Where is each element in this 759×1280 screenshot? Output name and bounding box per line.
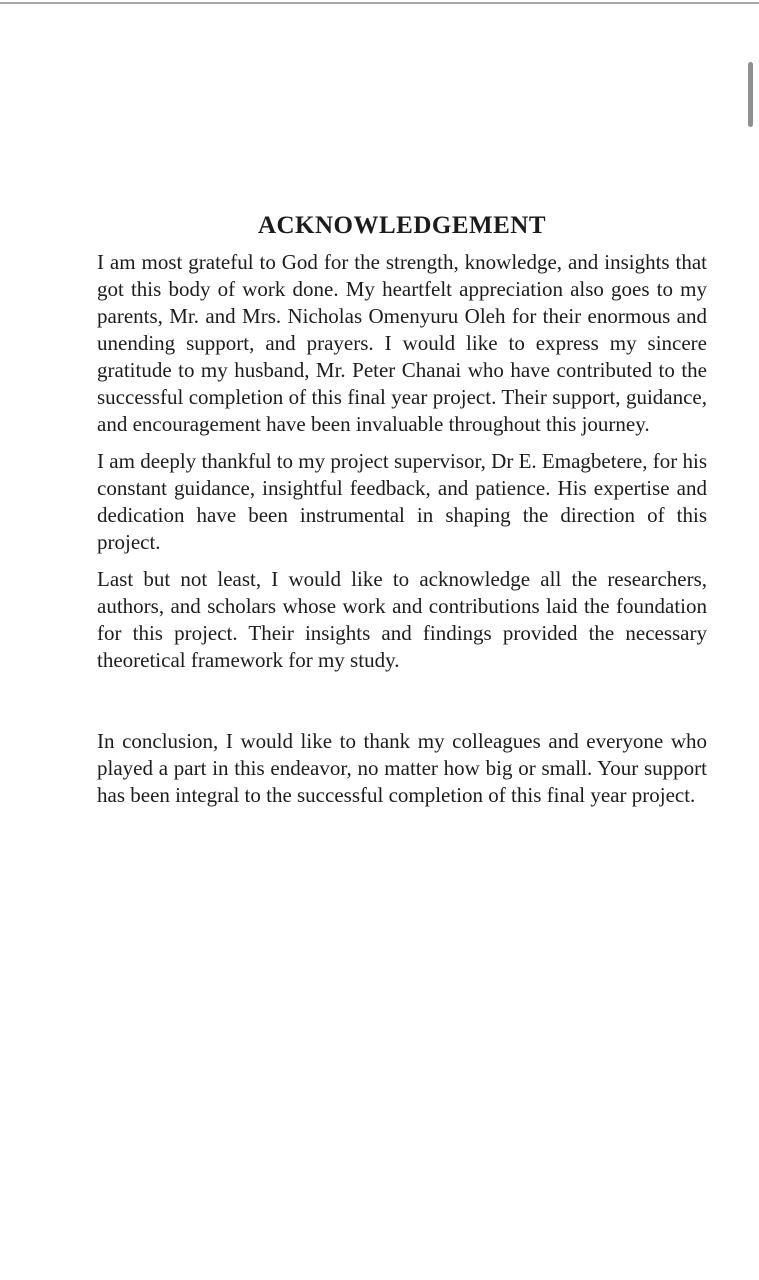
scrollbar-thumb[interactable] <box>748 62 753 127</box>
acknowledgement-heading: ACKNOWLEDGEMENT <box>257 212 547 239</box>
paragraph-conclusion: In conclusion, I would like to thank my colleagues and everyone who played a part in this endeavor, no matter how big or small. Your support has been integral to the successful completion of this final year project. <box>97 729 707 807</box>
paragraph-supervisor: I am deeply thankful to my project supervisor, Dr E. Emagbetere, for his constant guidance, insightful feedback, and patience. His expertise and dedication have been instrumental in shaping the direction of this project. <box>97 449 707 554</box>
paragraph-gratitude-family: I am most grateful to God for the strength, knowledge, and insights that got this body of work done. My heartfelt appreciation also goes to my parents, Mr. and Mrs. Nicholas Omenyuru Oleh for their enormous and unending support, and prayers. I would like to express my sincere gratitude to my husband, Mr. Peter Chanai who have contributed to the successful completion of this final year project. Their support, guidance, and encouragement have been invaluable throughout this journey. <box>97 250 707 436</box>
document-page <box>97 0 707 819</box>
paragraph-researchers: Last but not least, I would like to acknowledge all the researchers, authors, and scholars whose work and contributions laid the foundation for this project. Their insights and findings provided the necessary theoretical framework for my study. <box>97 567 707 672</box>
